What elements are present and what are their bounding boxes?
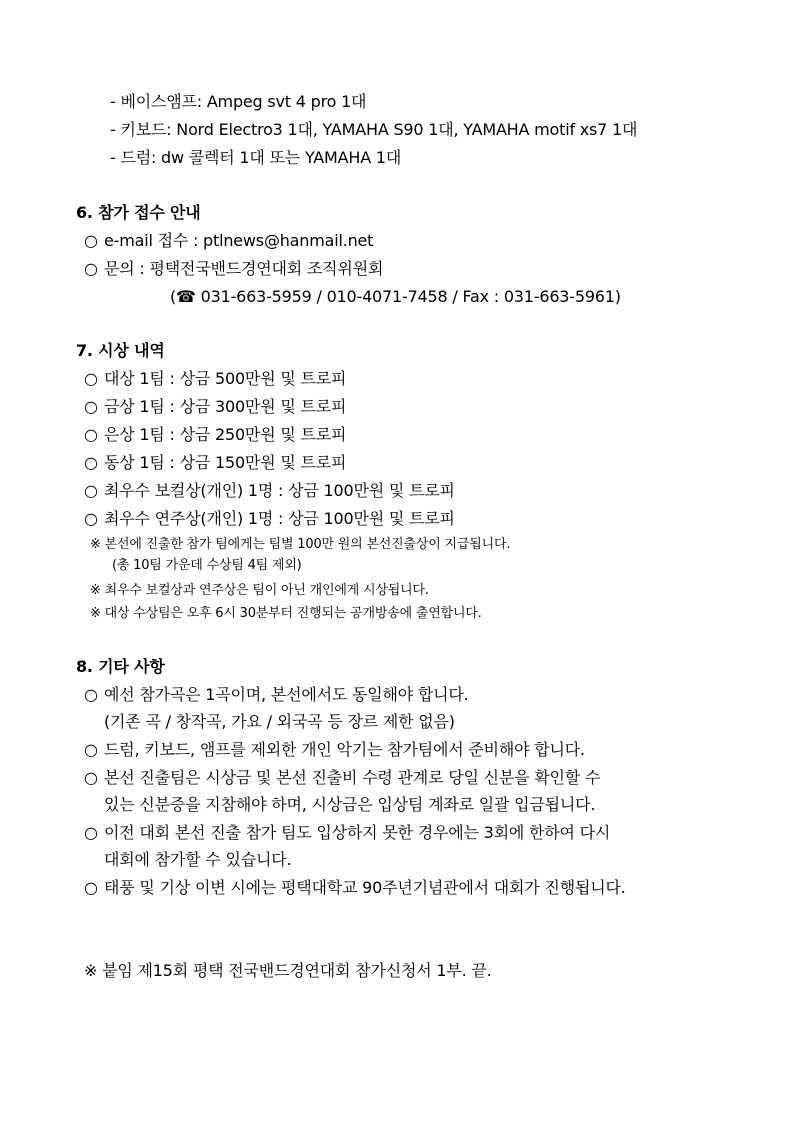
- misc-item-cont: 있는 신분증을 지참해야 하며, 시상금은 입상팀 계좌로 일괄 입금됩니다.: [104, 795, 596, 814]
- award-item: ○ 동상 1팀 : 상금 150만원 및 트로피: [84, 453, 347, 472]
- award-item: ○ 최우수 연주상(개인) 1명 : 상금 100만원 및 트로피: [84, 509, 455, 528]
- bullet-icon: ○: [84, 259, 98, 278]
- contact-info: 문의 : 평택전국밴드경연대회 조직위원회: [104, 259, 384, 278]
- bullet-icon: ○: [84, 481, 98, 500]
- bullet-icon: ○: [84, 231, 98, 250]
- equipment-item: - 키보드: Nord Electro3 1대, YAMAHA S90 1대, YAMAHA motif xs7 1대: [110, 120, 638, 139]
- bullet-icon: ○: [84, 768, 98, 787]
- award-note: ※ 대상 수상팀은 오후 6시 30분부터 진행되는 공개방송에 출연합니다.: [90, 606, 482, 621]
- misc-item-cont: (기존 곡 / 창작곡, 가요 / 외국곡 등 장르 제한 없음): [104, 712, 455, 731]
- section-8-title: 8. 기타 사항: [76, 657, 165, 676]
- attachment-note: ※ 붙임 제15회 평택 전국밴드경연대회 참가신청서 1부. 끝.: [84, 961, 492, 980]
- bullet-icon: ○: [84, 369, 98, 388]
- misc-item-cont: 대회에 참가할 수 있습니다.: [104, 850, 292, 869]
- phone-info: (☎ 031-663-5959 / 010-4071-7458 / Fax : 031-663-5961): [170, 287, 621, 306]
- misc-item: ○ 예선 참가곡은 1곡이며, 본선에서도 동일해야 합니다.: [84, 685, 469, 704]
- award-note: ※ 최우수 보컬상과 연주상은 팀이 아닌 개인에게 시상됩니다.: [90, 583, 429, 598]
- misc-item: ○ 태풍 및 기상 이변 시에는 평택대학교 90주년기념관에서 대회가 진행됩니다.: [84, 878, 626, 897]
- section-6-title: 6. 참가 접수 안내: [76, 203, 201, 222]
- list-item: [84, 231, 373, 251]
- misc-item: ○ 이전 대회 본선 진출 참가 팀도 입상하지 못한 경우에는 3회에 한하여 다시: [84, 823, 611, 842]
- award-item: ○ 대상 1팀 : 상금 500만원 및 트로피: [84, 369, 347, 388]
- misc-item: ○ 본선 진출팀은 시상금 및 본선 진출비 수령 관계로 당일 신분을 확인할 수: [84, 768, 601, 787]
- bullet-icon: ○: [84, 509, 98, 528]
- bullet-icon: ○: [84, 397, 98, 416]
- bullet-icon: ○: [84, 425, 98, 444]
- bullet-icon: ○: [84, 685, 98, 704]
- bullet-icon: ○: [84, 823, 98, 842]
- list-item: [84, 259, 383, 279]
- bullet-icon: ○: [84, 740, 98, 759]
- bullet-icon: ○: [84, 453, 98, 472]
- email-info: e-mail 접수 : ptlnews@hanmail.net: [104, 231, 374, 250]
- award-item: ○ 금상 1팀 : 상금 300만원 및 트로피: [84, 397, 347, 416]
- award-note: ※ 본선에 진출한 참가 팀에게는 팀별 100만 원의 본선진출상이 지급됩니다.: [90, 537, 511, 552]
- award-note: (총 10팀 가운데 수상팀 4팀 제외): [112, 558, 302, 573]
- award-item: ○ 은상 1팀 : 상금 250만원 및 트로피: [84, 425, 347, 444]
- award-item: ○ 최우수 보컬상(개인) 1명 : 상금 100만원 및 트로피: [84, 481, 455, 500]
- bullet-icon: ○: [84, 878, 98, 897]
- equipment-item: - 베이스앰프: Ampeg svt 4 pro 1대: [110, 92, 367, 111]
- equipment-item: - 드럼: dw 콜렉터 1대 또는 YAMAHA 1대: [110, 148, 402, 167]
- misc-item: ○ 드럼, 키보드, 앰프를 제외한 개인 악기는 참가팀에서 준비해야 합니다.: [84, 740, 585, 759]
- section-7-title: 7. 시상 내역: [76, 341, 165, 360]
